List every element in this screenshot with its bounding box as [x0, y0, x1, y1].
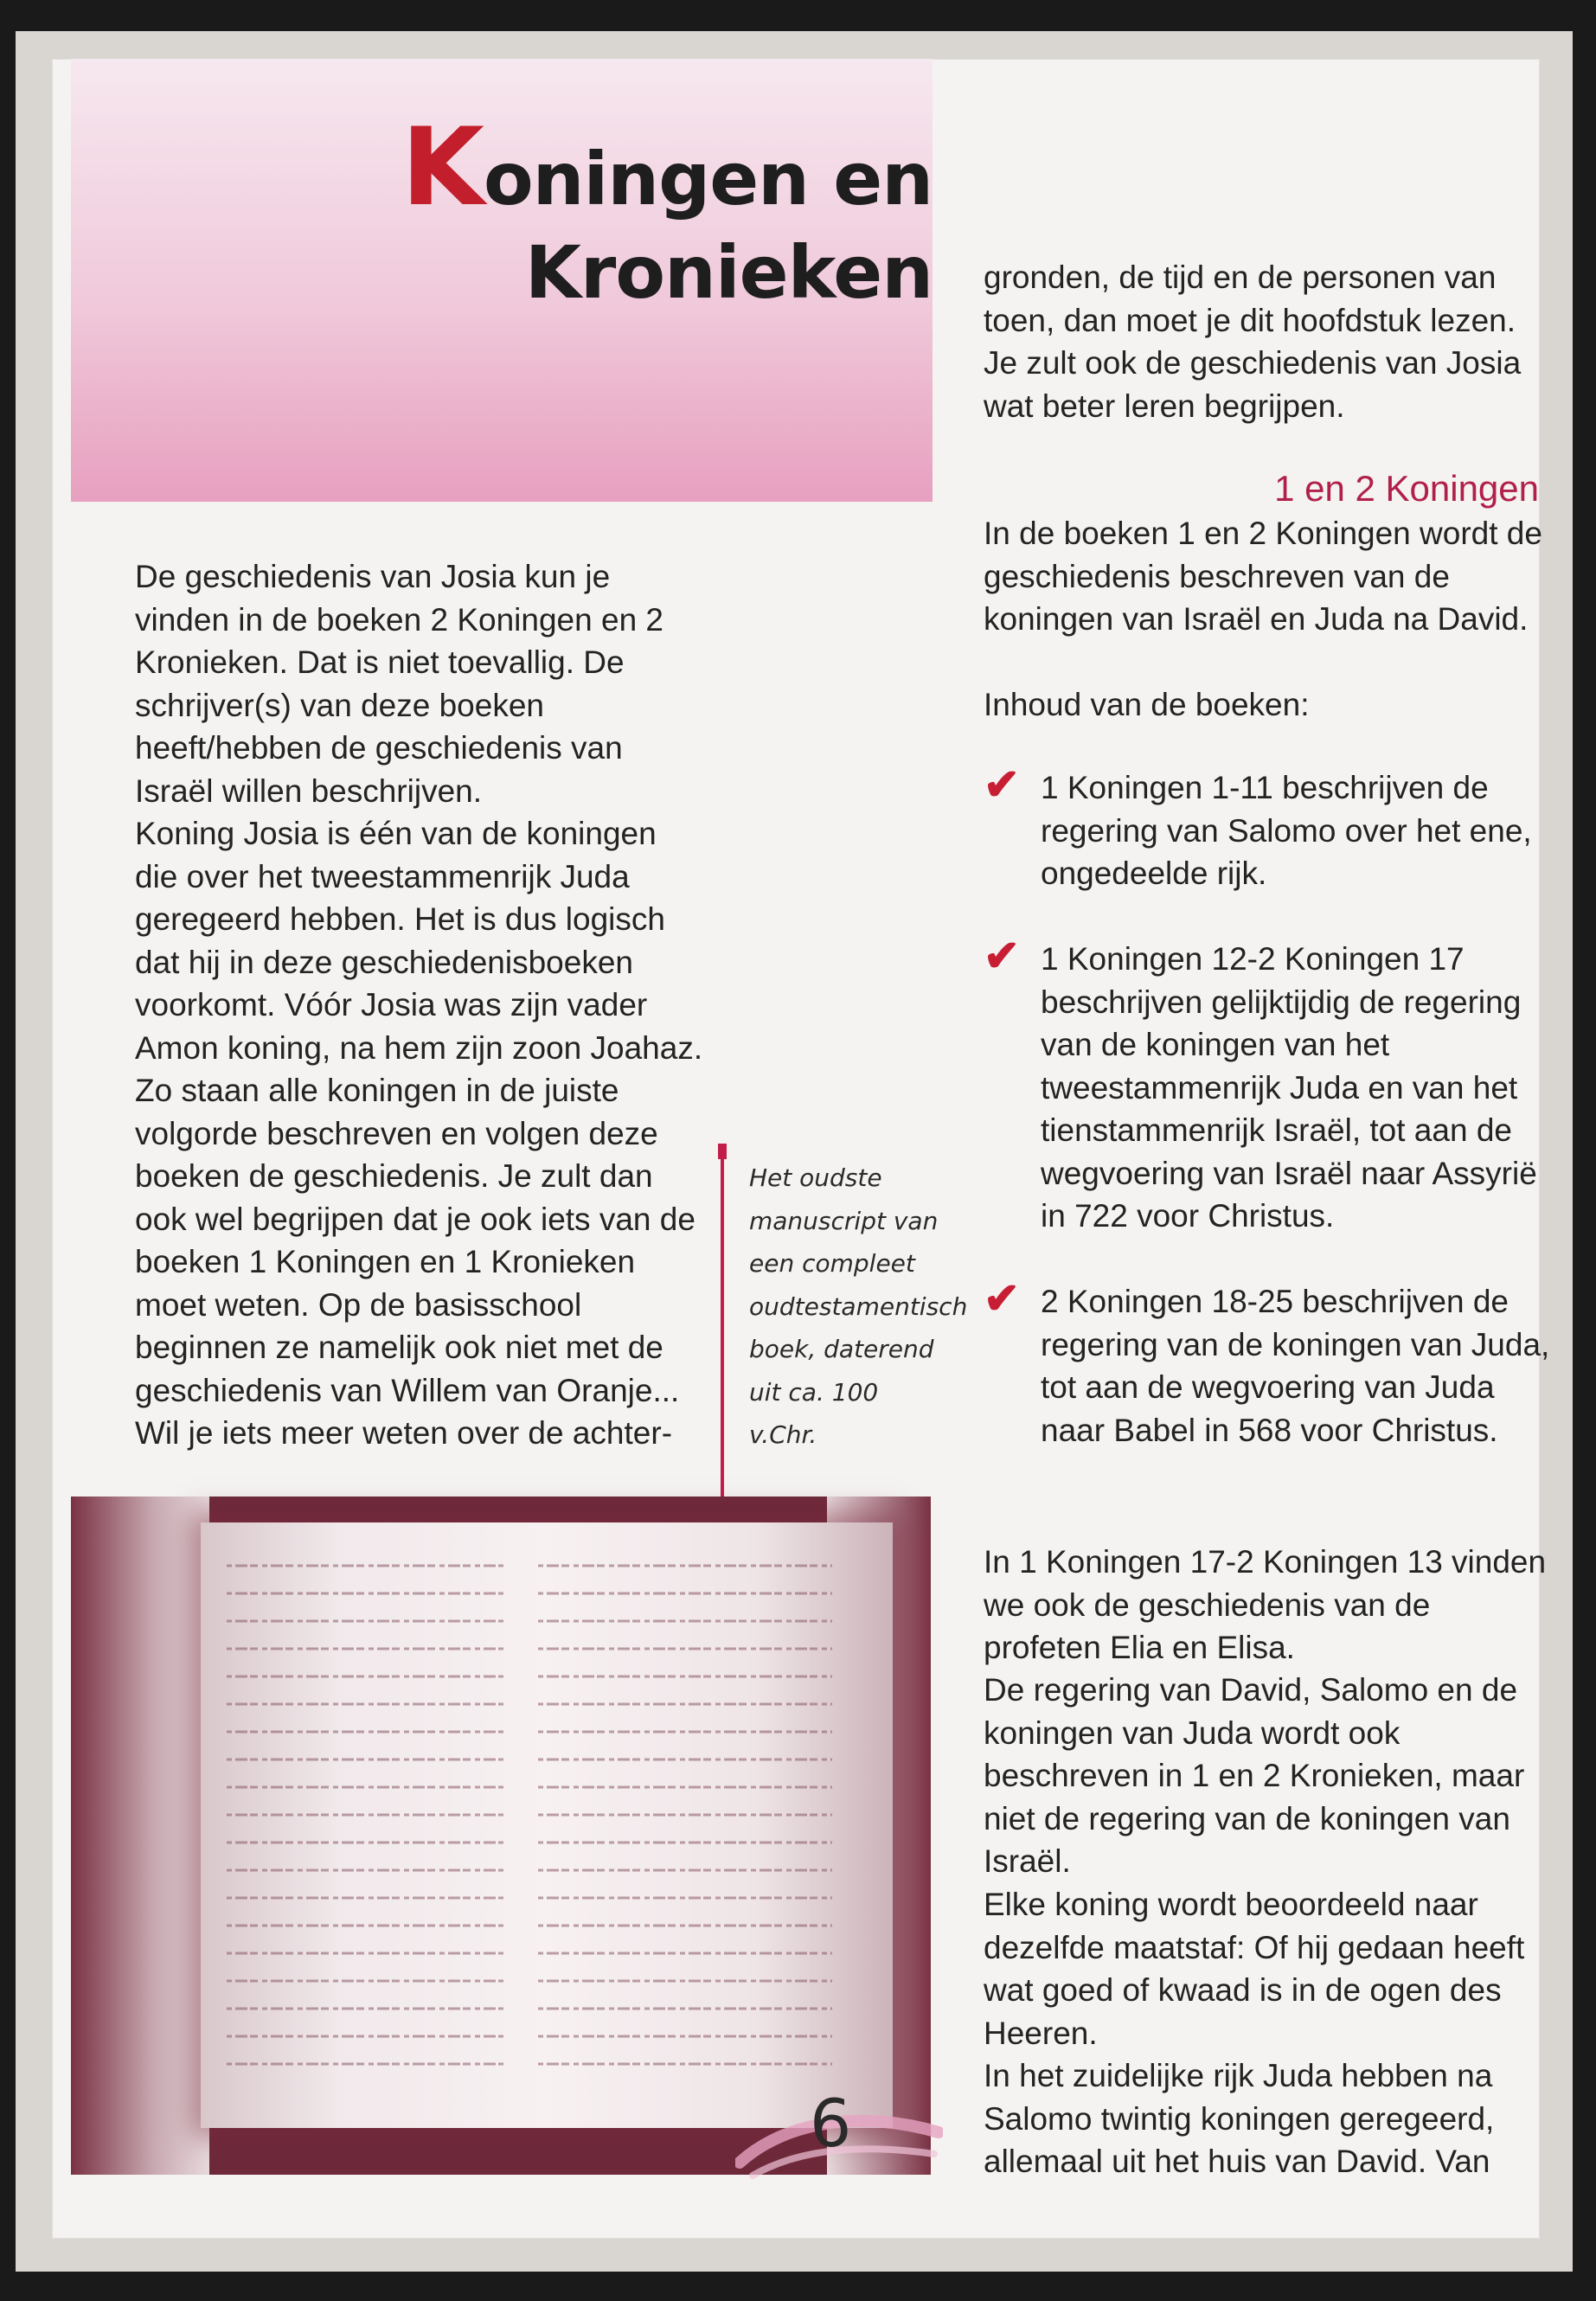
title-initial: K — [401, 106, 484, 230]
contents-checklist — [984, 760, 1554, 1495]
manuscript-script-lines — [227, 1548, 867, 2102]
checklist-item-text: 1 Koningen 12-2 Koningen 17 beschrijven gelijktijdig de regering van de koningen van het tweestammenrijk Juda en van het tienstammenrijk Israël, tot aan de wegvoering van Israël naar Assyrië in 722 voor Christus. — [1041, 941, 1537, 1234]
title-line-2: Kronieken — [524, 230, 933, 315]
left-paragraph-2: Koning Josia is één van de koningen die over het tweestammenrijk Juda geregeerd hebben. Het is dus logisch dat hij in deze geschiedenisboeken voorkomt. Vóór Josia was zijn vader Amon koning, na hem zijn zoon Joahaz. Zo staan alle koningen in de juiste volgorde beschreven en volgen deze boeken de geschiedenis. Je zult dan ook wel begrijpen dat je ook iets van de boeken 1 Koningen en 1 Kronieken moet weten. Op de basisschool beginnen ze namelijk ook niet met de geschiedenis van Willem van Oranje... — [135, 816, 703, 1408]
left-paragraph-3: Wil je iets meer weten over de achter- — [135, 1415, 673, 1451]
right-paragraph-3: In 1 Koningen 17-2 Koningen 13 vinden we ook de geschiedenis van de profeten Elia en Elisa. — [984, 1544, 1547, 1665]
right-paragraph-6: In het zuidelijke rijk Juda hebben na Salomo twintig koningen geregeerd, allemaal uit het huis van David. Van — [984, 2058, 1495, 2179]
right-paragraph-5: Elke koning wordt beoordeeld naar dezelfde maatstaf: Of hij gedaan heeft wat goed of kwaad is in de ogen des Heeren. — [984, 1887, 1525, 2051]
left-paragraph-1: De geschiedenis van Josia kun je vinden in de boeken 2 Koningen en 2 Kronieken. Dat is niet toevallig. De schrijver(s) van deze boeken heeft/hebben de geschiedenis van Israël willen beschrijven. — [135, 559, 664, 809]
checklist-item — [984, 932, 1554, 1238]
title-line-1 — [401, 106, 933, 230]
check-icon: ✔ — [984, 760, 1020, 809]
checklist-item-text: 2 Koningen 18-25 beschrijven de regering van de koningen van Juda, tot aan de wegvoering van Juda naar Babel in 568 voor Christus. — [1041, 1284, 1550, 1448]
checklist-item — [984, 760, 1554, 895]
checklist-item-text: 1 Koningen 1-11 beschrijven de regering van Salomo over het ene, ongedeelde rijk. — [1041, 770, 1532, 891]
right-paragraph-1: In de boeken 1 en 2 Koningen wordt de geschiedenis beschreven van de koningen van Israël en Juda na David. — [984, 516, 1542, 637]
right-paragraph-2: Inhoud van de boeken: — [984, 687, 1310, 722]
check-icon: ✔ — [984, 932, 1020, 980]
check-icon: ✔ — [984, 1274, 1020, 1323]
subheading-koningen: 1 en 2 Koningen — [1274, 468, 1539, 509]
manuscript-edge-left — [71, 1497, 209, 2175]
photo-caption: Het oudste manuscript van een compleet oudtestamentisch boek, daterend uit ca. 100 v.Chr. — [749, 1163, 968, 1449]
right-paragraph-4: De regering van David, Salomo en de koningen van Juda wordt ook beschreven in 1 en 2 Kronieken, maar niet de regering van de koningen van Israël. — [984, 1672, 1525, 1879]
checklist-item — [984, 1274, 1554, 1452]
right-intro: gronden, de tijd en de personen van toen, dan moet je dit hoofdstuk lezen. Je zult ook de geschiedenis van Josia wat beter leren begrijpen. — [984, 260, 1522, 424]
chapter-title — [401, 106, 933, 319]
left-column — [135, 555, 706, 1455]
manuscript-photo — [71, 1497, 931, 2175]
page-number: 6 — [810, 2085, 852, 2162]
title-line-1-rest: oningen en — [483, 137, 933, 221]
